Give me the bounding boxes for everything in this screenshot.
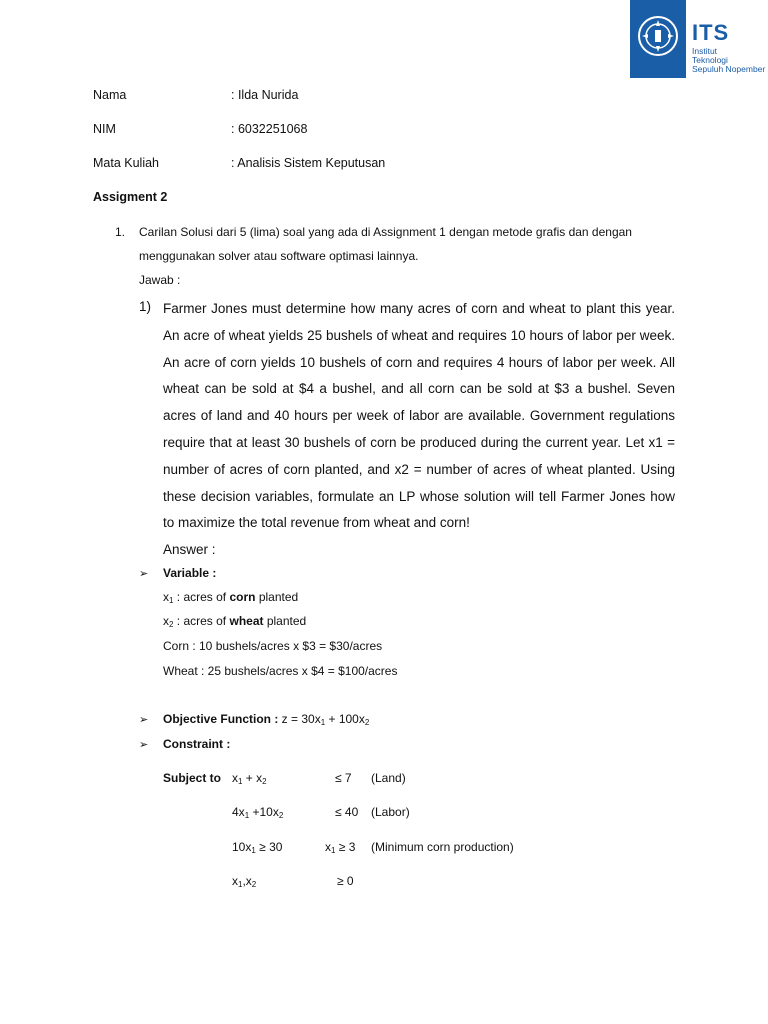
variable-heading: Variable : (163, 566, 217, 580)
objective-function: Objective Function : $z = 30x_1 + 100x_2$ (163, 712, 370, 727)
label-nama: Nama (93, 88, 127, 102)
item-number: 1. (115, 225, 126, 239)
item-text-line1: Carilan Solusi dari 5 (lima) soal yang ada di Assignment 1 dengan metode grafis dan dengan (139, 225, 632, 239)
subject-to-label: Subject to (163, 771, 222, 785)
value-nim: : 6032251068 (231, 122, 308, 136)
value-nama: : Ilda Nurida (231, 88, 299, 102)
label-mata-kuliah: Mata Kuliah (93, 156, 160, 170)
constraint-labor-lhs: $4x_1 +10x_2$ (232, 805, 284, 820)
wheat-revenue: Wheat : 25 bushels/acres x $4 = $100/acres (163, 664, 398, 678)
its-logo-badge (630, 0, 686, 78)
constraint-nonneg-lhs: $x_1,x_2$ (232, 874, 257, 889)
value-mata-kuliah: : Analisis Sistem Keputusan (231, 156, 386, 170)
constraint-labor-rhs: ≤ 40 (335, 805, 359, 819)
assignment-title: Assigment 2 (93, 190, 168, 204)
problem-number: 1) (139, 299, 152, 314)
constraint-land-lhs: $x_1 + x_2$ (232, 771, 267, 786)
constraint-land-note: (Land) (371, 771, 406, 785)
constraint-nonneg-rhs: ≥ 0 (337, 874, 354, 888)
problem-text: Farmer Jones must determine how many acres of corn and wheat to plant this year. An acre of wheat yields 25 bushels of wheat and requires 10 hours of labor per week. An acre of corn yields 10 bushels of corn and requires 4 hours of labor per week. All wheat can be sold at $4 a bushel, and all corn can be sold at $3 a bushel. Seven acres of land and 40 hours per week of labor are available. Government regulations require that at least 30 bushels of corn be produced during the current year. Let x1 = number of acres of corn planted, and x2 = number of acres of wheat planted. Using these decision variables, formulate an LP whose solution will tell Farmer Jones how to maximize the total revenue from wheat and corn! Answer : (163, 301, 675, 558)
logo-title: ITS (692, 20, 730, 45)
constraint-land-rhs: ≤ 7 (335, 771, 352, 785)
constraint-heading: Constraint : (163, 737, 231, 751)
constraint-labor-note: (Labor) (371, 805, 410, 819)
constraint-corn-simplified: $x_1 \ge 3$ (325, 840, 356, 855)
constraint-corn-lhs: $10x_1 \ge 30$ (232, 840, 283, 855)
variable-x1: $x_1$ : acres of corn planted (163, 590, 299, 605)
bullet-arrow-icon: ➢ (139, 714, 149, 726)
label-nim: NIM (93, 122, 116, 136)
variable-x2: $x_2$ : acres of wheat planted (163, 614, 307, 629)
answer-label: Answer : (163, 542, 216, 558)
bullet-arrow-icon: ➢ (139, 568, 149, 580)
jawab-label: Jawab : (139, 273, 181, 287)
constraint-corn-note: (Minimum corn production) (371, 840, 514, 854)
bullet-arrow-icon: ➢ (139, 739, 149, 751)
corn-revenue: Corn : 10 bushels/acres x $3 = $30/acres (163, 639, 383, 653)
its-emblem-icon (636, 14, 680, 58)
logo-subtitle: Institut Teknologi Sepuluh Nopember (692, 46, 766, 74)
item-text-line2: menggunakan solver atau software optimasi lainnya. (139, 249, 419, 263)
